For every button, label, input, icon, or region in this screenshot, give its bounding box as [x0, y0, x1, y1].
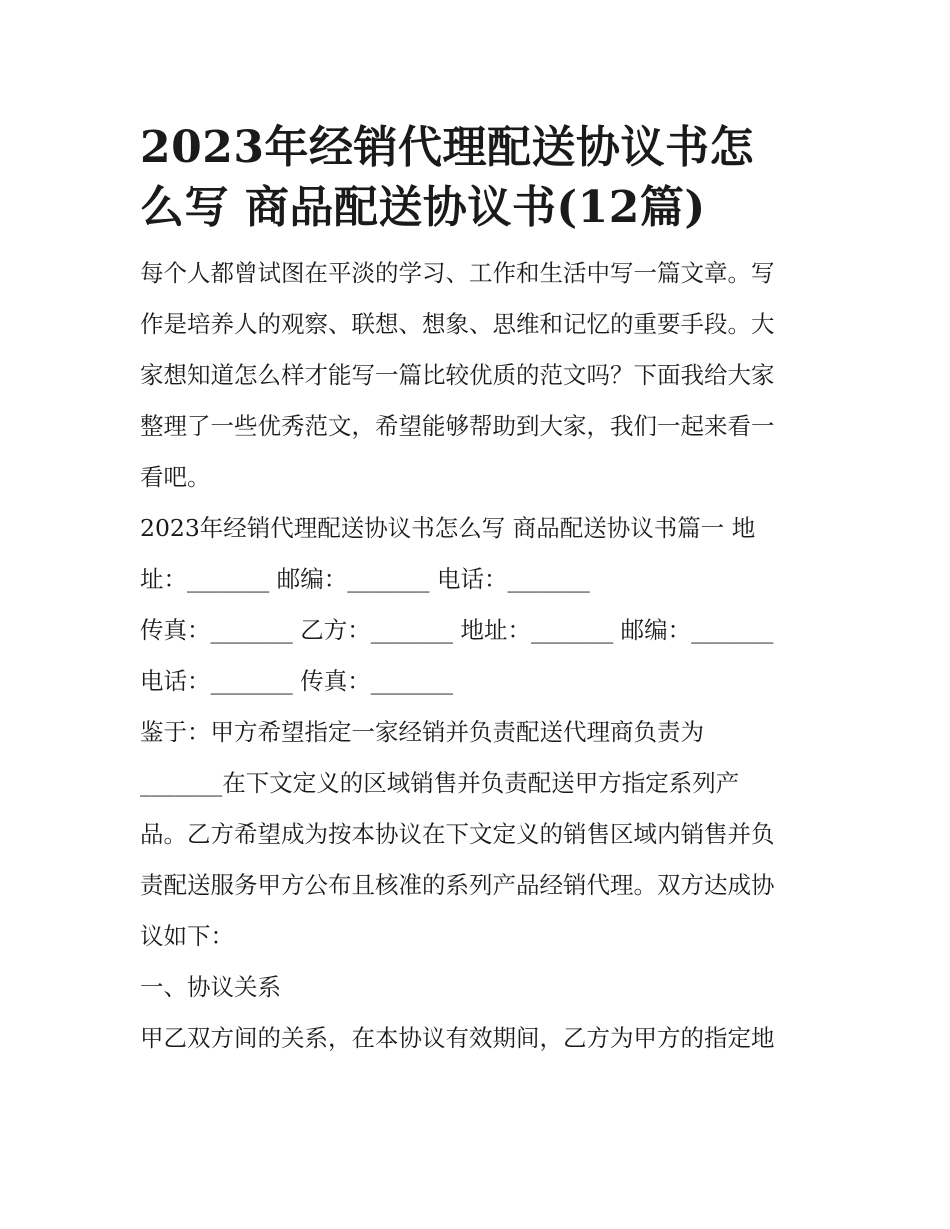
text-line: 整理了一些优秀范文，希望能够帮助到大家，我们一起来看一	[140, 412, 775, 440]
text-line: 址：_______ 邮编：_______ 电话：_______	[140, 565, 590, 593]
party-info-paragraph	[140, 503, 812, 605]
text-line: 甲乙双方间的关系，在本协议有效期间，乙方为甲方的指定地	[140, 1024, 775, 1052]
whereas-paragraph	[140, 707, 812, 962]
text-line: 品。乙方希望成为按本协议在下文定义的销售区域内销售并负	[140, 820, 775, 848]
text-line: 作是培养人的观察、联想、想象、思维和记忆的重要手段。大	[140, 310, 775, 338]
text-line: 2023年经销代理配送协议书怎么写 商品配送协议书篇一 地	[140, 514, 756, 542]
text-line: 责配送服务甲方公布且核准的系列产品经销代理。双方达成协	[140, 871, 775, 899]
document-page	[140, 118, 812, 1064]
text-line: 传真：_______ 乙方：_______ 地址：_______ 邮编：_______	[140, 616, 774, 644]
text-line: 每个人都曾试图在平淡的学习、工作和生活中写一篇文章。写	[140, 259, 775, 287]
section-heading	[140, 962, 812, 1013]
text-line: _______在下文定义的区域销售并负责配送甲方指定系列产	[140, 769, 740, 797]
document-title	[140, 118, 812, 238]
section-heading-text: 一、协议关系	[140, 973, 281, 1001]
relationship-paragraph	[140, 1013, 812, 1064]
title-line-1: 2023年经销代理配送协议书怎	[140, 122, 754, 173]
document-body	[140, 248, 812, 1064]
text-line: 看吧。	[140, 463, 211, 491]
title-line-2: 么写 商品配送协议书(12篇)	[140, 182, 706, 233]
party-b-paragraph	[140, 605, 812, 707]
text-line: 议如下：	[140, 922, 234, 950]
intro-paragraph	[140, 248, 812, 503]
text-line: 电话：_______ 传真：_______	[140, 667, 453, 695]
text-line: 家想知道怎么样才能写一篇比较优质的范文吗？下面我给大家	[140, 361, 775, 389]
text-line: 鉴于：甲方希望指定一家经销并负责配送代理商负责为	[140, 718, 704, 746]
